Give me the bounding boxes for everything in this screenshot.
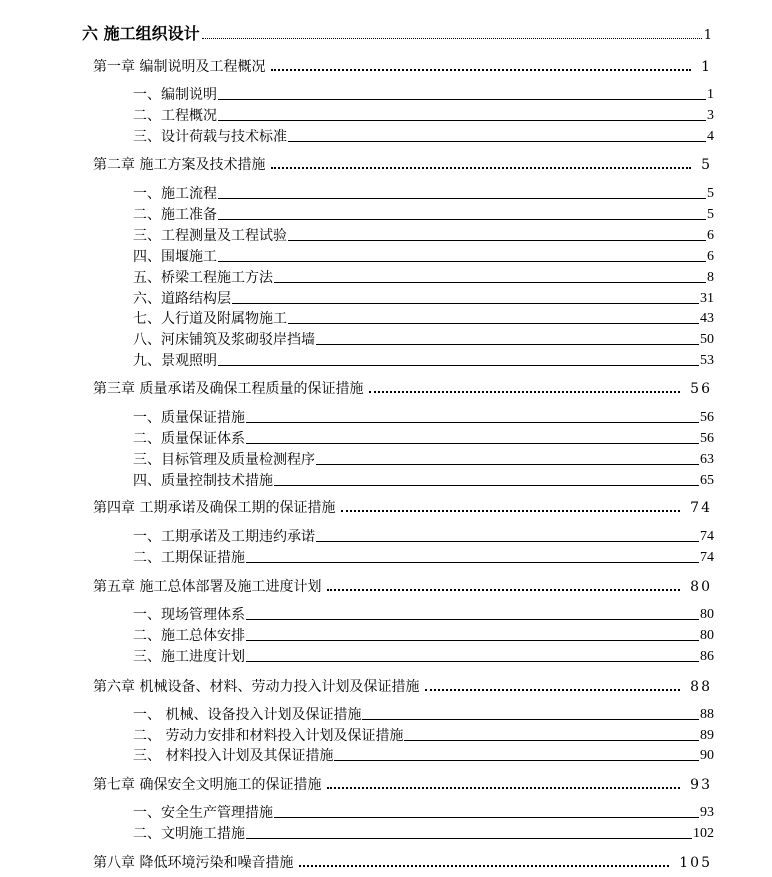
toc-section	[133, 470, 714, 488]
section-label: 七、人行道及附属物施工	[133, 311, 287, 327]
section-page: 6	[707, 249, 714, 264]
section-page: 74	[700, 529, 714, 544]
toc-leader	[274, 817, 699, 818]
chapter-page: 93	[690, 777, 712, 793]
toc-chapter-1	[93, 56, 712, 74]
toc-section	[133, 604, 714, 622]
toc-leader	[202, 38, 702, 39]
chapter-page: 1	[701, 59, 712, 75]
toc-section	[133, 745, 714, 763]
toc-leader	[288, 323, 699, 324]
section-page: 5	[707, 186, 714, 201]
toc-leader	[288, 240, 706, 241]
toc-leader	[246, 838, 692, 839]
section-page: 53	[700, 353, 714, 368]
chapter-page: 88	[690, 679, 712, 695]
toc-chapter-8	[93, 852, 712, 870]
toc-chapter-5	[93, 576, 712, 594]
section-label: 一、工期承诺及工期违约承诺	[133, 529, 315, 545]
section-label: 三、目标管理及质量检测程序	[133, 452, 315, 468]
toc-chapter-4	[93, 497, 712, 515]
section-label: 二、质量保证体系	[133, 431, 245, 447]
section-page: 5	[707, 207, 714, 222]
section-page: 74	[700, 550, 714, 565]
section-page: 93	[700, 805, 714, 820]
toc-leader	[246, 640, 699, 641]
toc-section	[133, 288, 714, 306]
toc-section	[133, 725, 714, 743]
chapter-label: 第一章 编制说明及工程概况	[93, 59, 266, 75]
section-label: 四、围堰施工	[133, 249, 217, 265]
section-page: 50	[700, 332, 714, 347]
toc-top-page: 1	[703, 28, 712, 43]
toc-chapter-3	[93, 378, 712, 396]
toc-leader	[246, 443, 699, 444]
chapter-label: 第五章 施工总体部署及施工进度计划	[93, 579, 322, 595]
chapter-label: 第七章 确保安全文明施工的保证措施	[93, 777, 322, 793]
toc-chapter-6	[93, 676, 712, 694]
toc-top-entry	[82, 24, 712, 42]
section-label: 二、文明施工措施	[133, 826, 245, 842]
toc-leader	[404, 740, 699, 741]
toc-leader	[341, 510, 680, 512]
toc-leader	[316, 541, 699, 542]
section-label: 一、编制说明	[133, 87, 217, 103]
chapter-label: 第八章 降低环境污染和噪音措施	[93, 855, 294, 871]
section-label: 三、 材料投入计划及其保证措施	[133, 748, 334, 764]
chapter-page: 5	[701, 157, 712, 173]
toc-section	[133, 246, 714, 264]
section-page: 31	[700, 291, 714, 306]
section-label: 一、安全生产管理措施	[133, 805, 273, 821]
toc-leader	[316, 344, 699, 345]
toc-section	[133, 526, 714, 544]
toc-top-label: 六 施工组织设计	[82, 24, 200, 43]
toc-leader	[271, 69, 691, 71]
toc-section	[133, 704, 714, 722]
toc-chapter-7	[93, 774, 712, 792]
section-label: 三、施工进度计划	[133, 649, 245, 665]
section-page: 80	[700, 607, 714, 622]
toc-section	[133, 126, 714, 144]
section-page: 4	[707, 129, 714, 144]
toc-chapter-2	[93, 154, 712, 172]
toc-leader	[218, 365, 699, 366]
toc-section	[133, 225, 714, 243]
toc-section	[133, 183, 714, 201]
toc-leader	[218, 120, 706, 121]
toc-section	[133, 308, 714, 326]
toc-leader	[218, 261, 706, 262]
toc-leader	[246, 562, 699, 563]
section-label: 三、工程测量及工程试验	[133, 228, 287, 244]
section-page: 65	[700, 473, 714, 488]
section-label: 八、河床铺筑及浆砌驳岸挡墙	[133, 332, 315, 348]
toc-leader	[288, 141, 706, 142]
section-label: 一、 机械、设备投入计划及保证措施	[133, 707, 362, 723]
toc-leader	[425, 689, 680, 691]
chapter-label: 第二章 施工方案及技术措施	[93, 157, 266, 173]
toc-leader	[274, 485, 699, 486]
section-label: 二、 劳动力安排和材料投入计划及保证措施	[133, 728, 404, 744]
toc-section	[133, 625, 714, 643]
toc-leader	[271, 167, 691, 169]
toc-section	[133, 329, 714, 347]
chapter-page: 74	[690, 500, 712, 516]
toc-section	[133, 204, 714, 222]
section-page: 1	[707, 87, 714, 102]
toc-leader	[316, 464, 699, 465]
chapter-page: 80	[690, 579, 712, 595]
section-page: 56	[700, 431, 714, 446]
toc-section	[133, 84, 714, 102]
section-label: 五、桥梁工程施工方法	[133, 270, 273, 286]
toc-section	[133, 449, 714, 467]
section-page: 88	[700, 707, 714, 722]
section-page: 43	[700, 311, 714, 326]
toc-section	[133, 267, 714, 285]
chapter-page: 105	[679, 855, 712, 871]
section-label: 三、设计荷载与技术标准	[133, 129, 287, 145]
section-label: 一、现场管理体系	[133, 607, 245, 623]
section-label: 二、施工准备	[133, 207, 217, 223]
section-page: 80	[700, 628, 714, 643]
toc-leader	[218, 198, 706, 199]
section-label: 二、工程概况	[133, 108, 217, 124]
section-page: 63	[700, 452, 714, 467]
chapter-label: 第六章 机械设备、材料、劳动力投入计划及保证措施	[93, 679, 420, 695]
toc-leader	[327, 787, 680, 789]
section-page: 89	[700, 728, 714, 743]
toc-section	[133, 350, 714, 368]
section-label: 九、景观照明	[133, 353, 217, 369]
toc-leader	[327, 589, 680, 591]
toc-leader	[334, 760, 699, 761]
section-page: 8	[707, 270, 714, 285]
section-label: 一、质量保证措施	[133, 410, 245, 426]
toc-section	[133, 547, 714, 565]
toc-leader	[369, 391, 680, 393]
toc-leader	[246, 422, 699, 423]
toc-leader	[299, 865, 669, 867]
section-label: 四、质量控制技术措施	[133, 473, 273, 489]
section-page: 6	[707, 228, 714, 243]
section-label: 一、施工流程	[133, 186, 217, 202]
section-page: 3	[707, 108, 714, 123]
section-page: 90	[700, 748, 714, 763]
toc-leader	[246, 661, 699, 662]
toc-section	[133, 646, 714, 664]
toc-leader	[274, 282, 706, 283]
chapter-page: 56	[690, 381, 712, 397]
toc-leader	[362, 719, 699, 720]
section-label: 二、施工总体安排	[133, 628, 245, 644]
toc-leader	[218, 219, 706, 220]
section-label: 六、道路结构层	[133, 291, 231, 307]
section-label: 二、工期保证措施	[133, 550, 245, 566]
chapter-label: 第四章 工期承诺及确保工期的保证措施	[93, 500, 336, 516]
toc-leader	[246, 619, 699, 620]
chapter-label: 第三章 质量承诺及确保工程质量的保证措施	[93, 381, 364, 397]
toc-section	[133, 407, 714, 425]
section-page: 102	[693, 826, 714, 841]
toc-section	[133, 823, 714, 841]
toc-leader	[218, 99, 706, 100]
toc-section	[133, 428, 714, 446]
section-page: 56	[700, 410, 714, 425]
section-page: 86	[700, 649, 714, 664]
toc-leader	[232, 303, 699, 304]
toc-section	[133, 802, 714, 820]
toc-section	[133, 105, 714, 123]
